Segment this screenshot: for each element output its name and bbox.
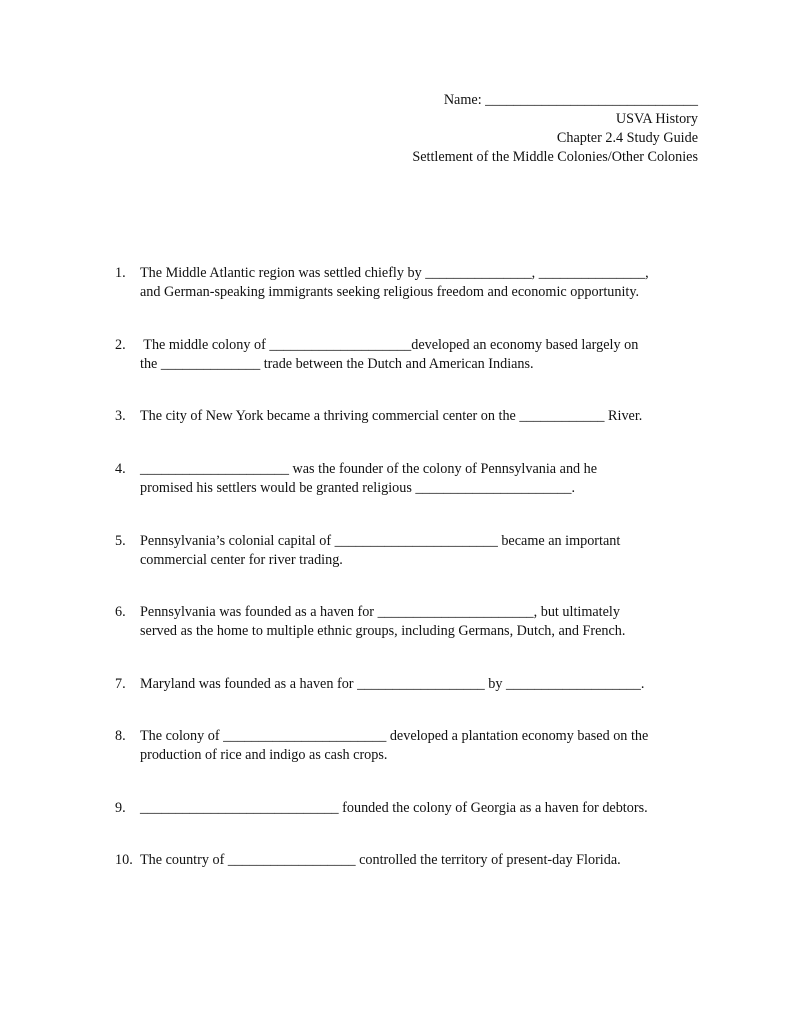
question-text: [140, 851, 705, 870]
chapter-title: Chapter 2.4 Study Guide: [556, 130, 698, 146]
question-text: [140, 675, 705, 694]
question-text: [140, 532, 705, 570]
question-number: 1.: [115, 265, 126, 281]
question-number: 6.: [115, 604, 126, 620]
question-10: [115, 851, 705, 870]
question-text: [140, 460, 705, 498]
question-line: promised his settlers would be granted religious ______________________.: [140, 480, 576, 496]
question-4: [115, 460, 705, 498]
question-number: 9.: [115, 800, 126, 816]
course-title: USVA History: [615, 111, 698, 127]
question-line: served as the home to multiple ethnic groups, including Germans, Dutch, and French.: [140, 623, 626, 639]
question-1: [115, 264, 705, 302]
question-6: [115, 603, 705, 641]
question-line: The city of New York became a thriving commercial center on the ____________ River.: [140, 408, 643, 424]
question-text: [140, 336, 705, 374]
question-text: [140, 407, 705, 426]
question-line: production of rice and indigo as cash crops.: [140, 747, 388, 763]
question-line: Pennsylvania was founded as a haven for ______________________, but ultimately: [140, 604, 620, 620]
question-text: [140, 603, 705, 641]
question-9: [115, 799, 705, 818]
question-number: 4.: [115, 461, 126, 477]
document-header: [412, 91, 698, 167]
question-line: The middle colony of ____________________developed an economy based largely on: [140, 337, 639, 353]
question-number: 10.: [115, 852, 133, 868]
question-text: [140, 727, 705, 765]
question-5: [115, 532, 705, 570]
question-number: 3.: [115, 408, 126, 424]
question-line: The colony of _______________________ developed a plantation economy based on the: [140, 728, 649, 744]
question-number: 2.: [115, 337, 126, 353]
question-line: and German-speaking immigrants seeking religious freedom and economic opportunity.: [140, 284, 640, 300]
question-number: 5.: [115, 533, 126, 549]
question-line: The country of __________________ controlled the territory of present-day Florida.: [140, 852, 621, 868]
question-7: [115, 675, 705, 694]
name-field-line[interactable]: Name: ______________________________: [443, 92, 698, 108]
question-line: commercial center for river trading.: [140, 552, 343, 568]
question-line: the ______________ trade between the Dutch and American Indians.: [140, 356, 534, 372]
topic-title: Settlement of the Middle Colonies/Other Colonies: [412, 149, 698, 165]
question-line: Pennsylvania’s colonial capital of _______________________ became an important: [140, 533, 621, 549]
question-number: 7.: [115, 676, 126, 692]
question-text: [140, 264, 705, 302]
question-2: [115, 336, 705, 374]
question-line: _____________________ was the founder of the colony of Pennsylvania and he: [140, 461, 598, 477]
question-8: [115, 727, 705, 765]
question-line: Maryland was founded as a haven for __________________ by ___________________.: [140, 676, 645, 692]
question-line: ____________________________ founded the colony of Georgia as a haven for debtors.: [140, 800, 648, 816]
question-3: [115, 407, 705, 426]
question-number: 8.: [115, 728, 126, 744]
question-line: The Middle Atlantic region was settled chiefly by _______________, _______________,: [140, 265, 649, 281]
question-text: [140, 799, 705, 818]
